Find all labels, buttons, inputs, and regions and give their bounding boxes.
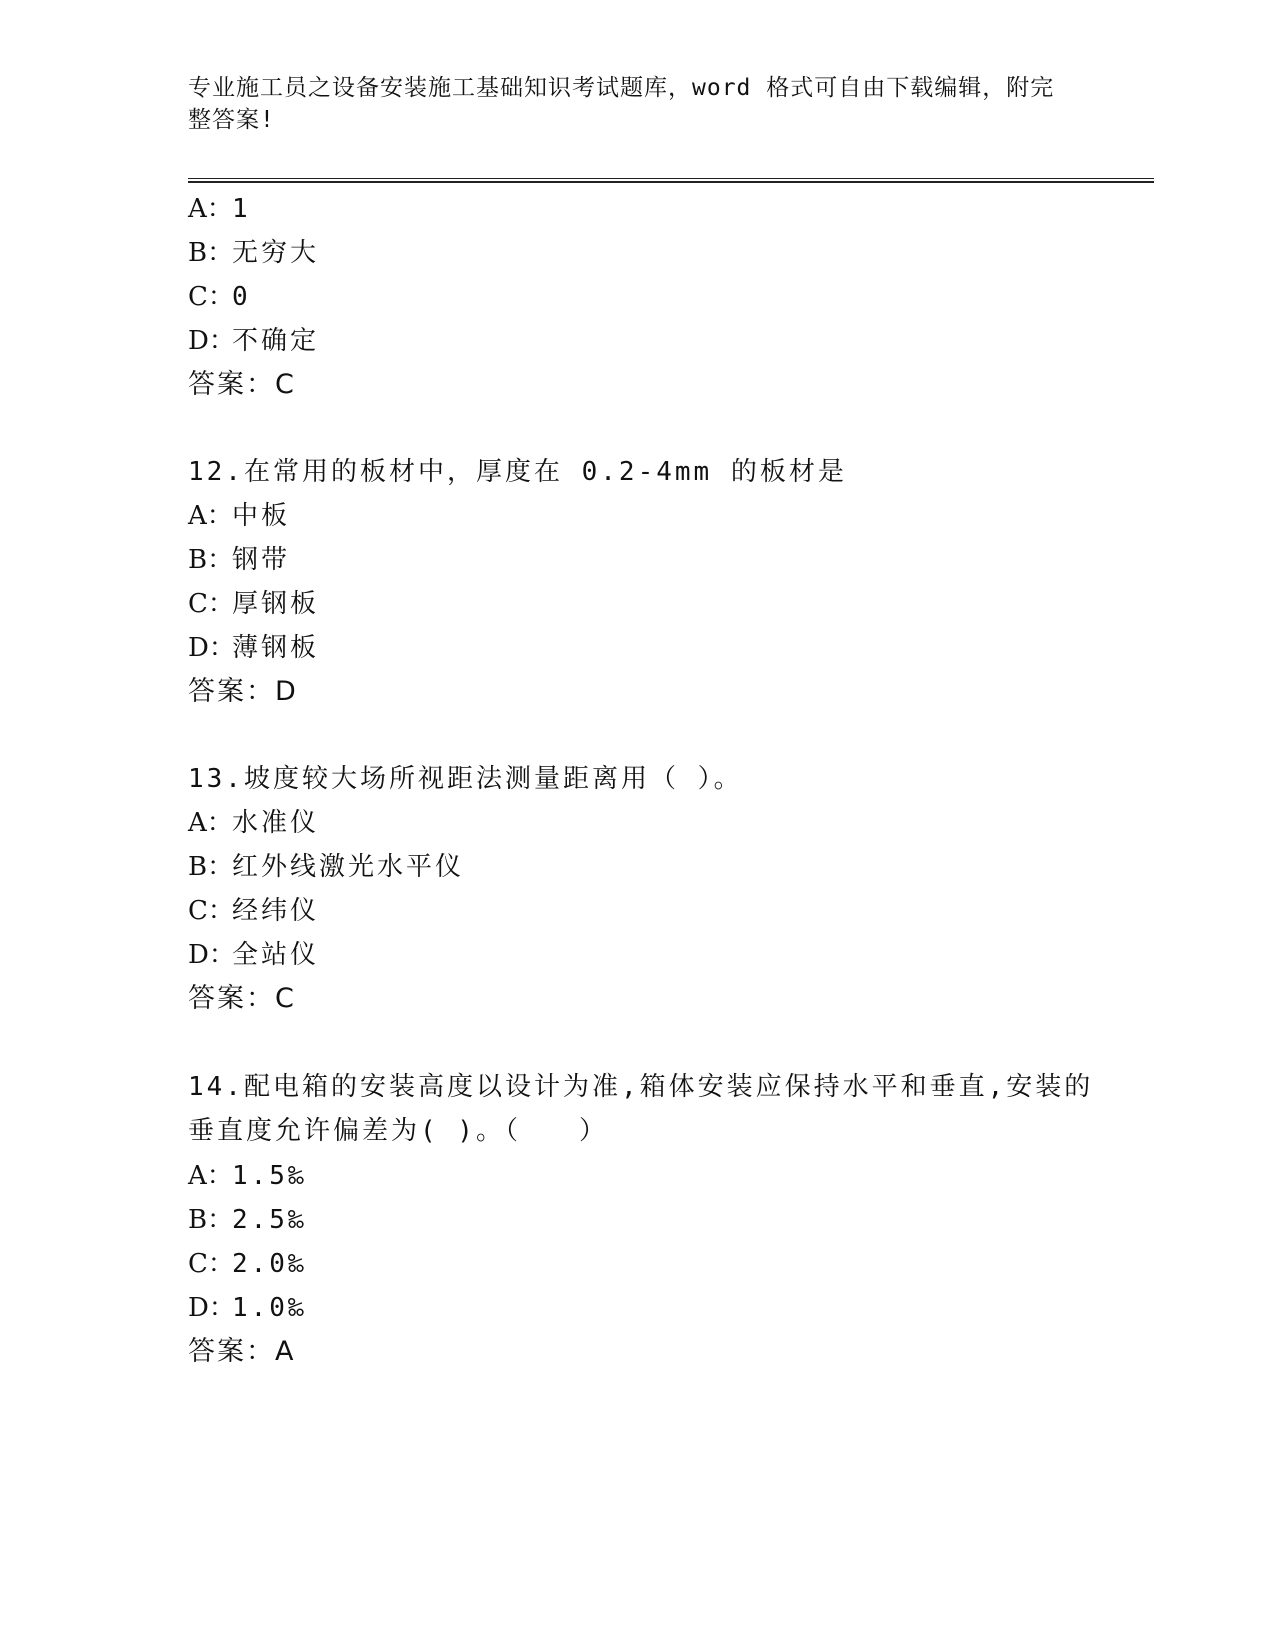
q14-question-line-2: 垂直度允许偏差为( )。（ ） bbox=[188, 1116, 608, 1146]
option-key: A： bbox=[188, 808, 233, 838]
option-text: 2.0‰ bbox=[232, 1249, 307, 1279]
q12-option-b bbox=[188, 543, 290, 577]
option-key: B： bbox=[188, 545, 234, 575]
option-text: 1.0‰ bbox=[232, 1293, 307, 1323]
q14-option-d bbox=[188, 1291, 307, 1325]
option-text: 钢带 bbox=[232, 545, 291, 575]
q13-question: 13.坡度较大场所视距法测量距离用（ ）。 bbox=[188, 764, 743, 794]
q14-option-c bbox=[188, 1247, 307, 1281]
option-text: 水准仪 bbox=[232, 808, 320, 838]
q11-option-b bbox=[188, 236, 319, 270]
option-key: D： bbox=[188, 633, 235, 663]
option-key: C： bbox=[188, 282, 234, 312]
option-key: B： bbox=[188, 1205, 234, 1235]
q11-option-c bbox=[188, 280, 251, 314]
option-text: 红外线激光水平仪 bbox=[232, 852, 465, 882]
q12-option-c bbox=[188, 587, 319, 621]
q11-answer: 答案：C bbox=[188, 369, 296, 400]
option-key: C： bbox=[188, 1249, 234, 1279]
option-key: C： bbox=[188, 896, 234, 926]
q14-option-b bbox=[188, 1203, 307, 1237]
q13-option-c bbox=[188, 894, 319, 928]
q12-option-d bbox=[188, 631, 319, 665]
q14-option-a bbox=[188, 1159, 307, 1193]
option-text: 无穷大 bbox=[232, 238, 320, 268]
option-text: 厚钢板 bbox=[232, 589, 320, 619]
option-key: D： bbox=[188, 1293, 235, 1323]
q11-option-d bbox=[188, 324, 319, 358]
q12-question: 12.在常用的板材中，厚度在 0.2-4mm 的板材是 bbox=[188, 457, 847, 487]
option-key: A： bbox=[188, 501, 233, 531]
option-key: A： bbox=[188, 194, 233, 224]
q13-option-b bbox=[188, 850, 464, 884]
option-text: 2.5‰ bbox=[232, 1205, 307, 1235]
option-key: D： bbox=[188, 940, 235, 970]
option-key: A： bbox=[188, 1161, 233, 1191]
document-header bbox=[188, 72, 1068, 136]
q14-answer: 答案：A bbox=[188, 1336, 296, 1367]
option-key: B： bbox=[188, 852, 234, 882]
q12-option-a bbox=[188, 499, 290, 533]
q11-option-a bbox=[188, 192, 251, 226]
option-text: 0 bbox=[232, 282, 251, 312]
option-key: C： bbox=[188, 589, 234, 619]
header-line-1: 专业施工员之设备安装施工基础知识考试题库，word 格式可自由下载编辑，附完 bbox=[188, 75, 1055, 101]
option-key: D： bbox=[188, 326, 235, 356]
option-text: 中板 bbox=[232, 501, 291, 531]
q13-answer: 答案：C bbox=[188, 983, 296, 1014]
option-text: 1.5‰ bbox=[232, 1161, 307, 1191]
q13-option-a bbox=[188, 806, 319, 840]
option-text: 薄钢板 bbox=[232, 633, 320, 663]
header-divider bbox=[188, 178, 1154, 183]
header-line-2: 整答案! bbox=[188, 107, 275, 133]
option-text: 经纬仪 bbox=[232, 896, 320, 926]
q13-option-d bbox=[188, 938, 319, 972]
option-text: 不确定 bbox=[232, 326, 320, 356]
option-text: 全站仪 bbox=[232, 940, 320, 970]
q12-answer: 答案：D bbox=[188, 676, 298, 707]
option-text: 1 bbox=[232, 194, 251, 224]
option-key: B： bbox=[188, 238, 234, 268]
q14-question-line-1: 14.配电箱的安装高度以设计为准,箱体安装应保持水平和垂直,安装的 bbox=[188, 1072, 1094, 1102]
